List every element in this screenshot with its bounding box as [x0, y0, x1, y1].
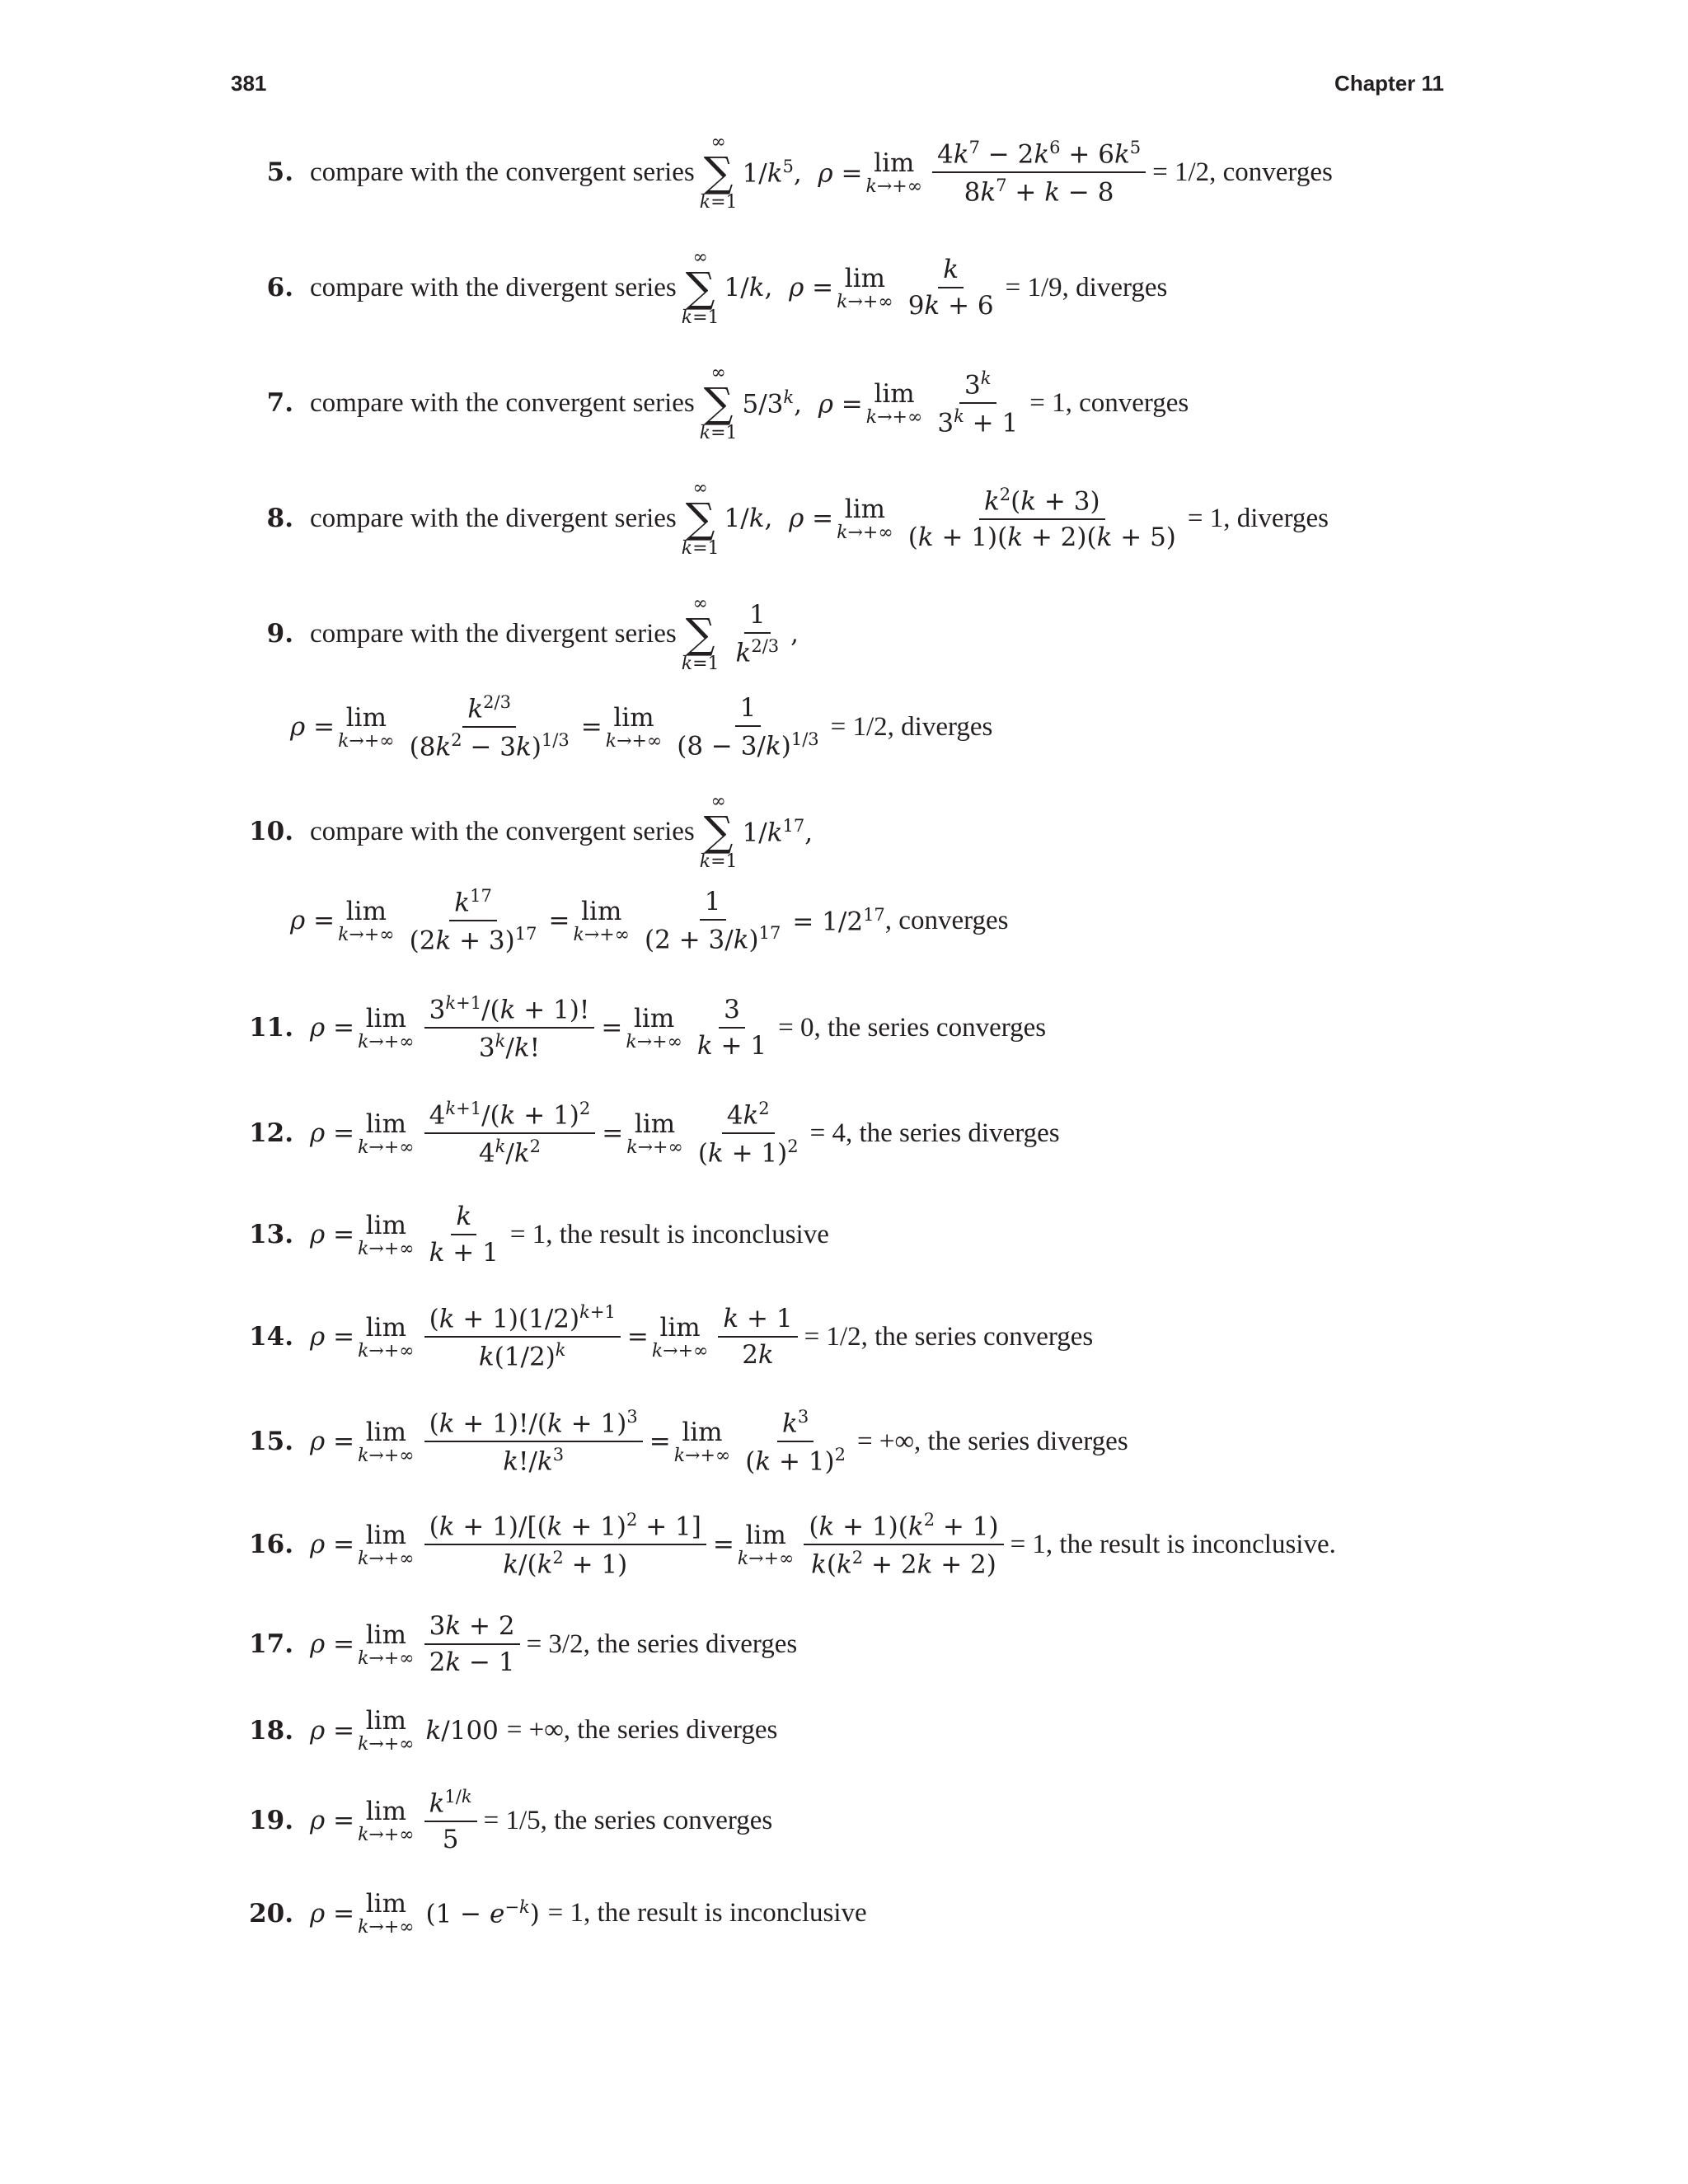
problem-text: compare with the convergent series [310, 816, 695, 846]
problem-5 [231, 132, 1333, 213]
problem-number: 15. [249, 1427, 293, 1457]
result-text: = +∞, the series diverges [506, 1715, 778, 1745]
result-text: = 1/5, the series converges [483, 1805, 773, 1835]
problem-15: 15. ρ = lim k→+∞ $\frac{(k + 1)!/(k + 1)^3}{k!/k^3}$ = lim k→+∞ $\frac{k^3}{(k + 1)^2}$ = +∞, the series diverges [231, 1407, 1128, 1477]
problem-text: compare with the divergent series [310, 272, 677, 302]
sum-symbol: ∞ ∑ k=1 [699, 132, 738, 213]
problem-number: 10. [249, 817, 293, 846]
problem-number: 9. [266, 619, 293, 649]
fraction: $\frac{k}{9k + 6}$ [907, 255, 994, 321]
limit-operator: lim k→+∞ [837, 263, 893, 312]
limit-operator: lim k→+∞ [358, 1312, 415, 1361]
problem-17: 17. ρ = lim k→+∞ $\frac{3k + 2}{2k - 1}$ = 3/2, the series diverges [231, 1611, 797, 1677]
sum-symbol: ∞ ∑ k=1 [681, 593, 720, 674]
limit-operator: lim k→+∞ [673, 1417, 731, 1466]
limit-operator: lim k→+∞ [573, 896, 631, 945]
fraction: $\frac{1}{(2 + 3/k)^{17}}$ [645, 887, 781, 955]
limit-operator: lim k→+∞ [358, 1520, 415, 1569]
sum-symbol: ∞ ∑ k=1 [699, 363, 738, 443]
problem-16: 16. ρ = lim k→+∞ $\frac{(k + 1)/[(k + 1)^2 + 1]}{k/(k^2 + 1)}$ = lim k→+∞ $\frac{(k + 1)(k^2 + 1)}{k(k^2 + 2k + 2)}$ = 1, the result is inconclusive. [231, 1510, 1336, 1580]
fraction: $\frac{3}{k + 1}$ [696, 995, 767, 1062]
problem-number: 16. [249, 1530, 293, 1560]
fraction: $\frac{3k + 2}{2k - 1}$ [424, 1611, 520, 1677]
problem-number: 8. [266, 504, 293, 533]
fraction: $\frac{k^2(k + 3)}{(k + 1)(k + 2)(k + 5)}$ [907, 484, 1176, 553]
limit-operator: lim k→+∞ [358, 1003, 415, 1052]
limit-operator: lim k→+∞ [651, 1312, 709, 1361]
limit-operator: lim k→+∞ [358, 1108, 415, 1158]
problem-14: 14. ρ = lim k→+∞ $\frac{(k + 1)(1/2)^{k+1}}{k(1/2)^k}$ = lim k→+∞ $\frac{k + 1}{2k}$ = 1/2, the series converges [231, 1302, 1093, 1372]
problem-6 [231, 247, 1167, 328]
problem-10 [231, 791, 813, 872]
problem-number: 7. [266, 388, 293, 418]
problem-number: 6. [266, 273, 293, 302]
result-text: , converges [884, 905, 1009, 935]
problem-number: 12. [249, 1118, 293, 1149]
result-text: = 1/2, converges [1152, 157, 1333, 187]
result-text: = +∞, the series diverges [857, 1426, 1128, 1456]
problem-11: 11. ρ = lim k→+∞ $\frac{3^{k+1}/(k + 1)!}{3^k/k!}$ = lim k→+∞ $\frac{3}{k + 1}$ = 0, the series converges [231, 993, 1046, 1063]
sum-symbol: ∞ ∑ k=1 [681, 247, 720, 328]
fraction: $\frac{k^{2/3}}{(8k^2 - 3k)^{1/3}}$ [409, 692, 570, 762]
fraction: $\frac{k + 1}{2k}$ [718, 1304, 797, 1370]
limit-operator: lim k→+∞ [865, 378, 923, 428]
problem-9-continued: ρ = lim k→+∞ $\frac{k^{2/3}}{(8k^2 - 3k)^{1/3}}$ = lim k→+∞ $\frac{1}{(8 - 3/k)^{1/3}}$ = 1/2, diverges [290, 692, 993, 762]
result-text: = 1/2, diverges [830, 711, 993, 742]
fraction: $\frac{k^3}{(k + 1)^2}$ [745, 1407, 846, 1477]
fraction: $\frac{3^k}{3^k + 1}$ [937, 368, 1019, 438]
chapter-title: Chapter 11 [1334, 71, 1444, 96]
problem-number: 13. [249, 1220, 293, 1249]
result-text: = 0, the series converges [778, 1012, 1047, 1043]
fraction: $\frac{1}{k^{2/3}}$ [735, 599, 780, 668]
limit-operator: lim k→+∞ [358, 1619, 415, 1669]
series-term: $1/k^5$, ρ = [742, 156, 863, 189]
problem-number: 19. [249, 1806, 293, 1836]
limit-operator: lim k→+∞ [605, 702, 663, 752]
problem-number: 11. [249, 1013, 293, 1043]
problem-number: 18. [249, 1715, 293, 1746]
series-term: 1/k, ρ = [724, 273, 834, 302]
problem-7 [231, 363, 1189, 443]
fraction: $\frac{k^{17}}{(2k + 3)^{17}}$ [409, 886, 537, 956]
problem-text: compare with the divergent series [310, 618, 677, 649]
problem-number: 14. [249, 1322, 293, 1352]
problem-text: compare with the divergent series [310, 503, 677, 533]
fraction: $\frac{3^{k+1}/(k + 1)!}{3^k/k!}$ [424, 993, 595, 1063]
fraction: $\frac{k^{1/k}}{5}$ [424, 1787, 477, 1854]
fraction: $\frac{(k + 1)!/(k + 1)^3}{k!/k^3}$ [424, 1407, 643, 1477]
fraction: $\frac{4^{k+1}/(k + 1)^2}{4^k/k^2}$ [424, 1099, 596, 1169]
problem-10-continued: ρ = lim k→+∞ $\frac{k^{17}}{(2k + 3)^{17}}$ = lim k→+∞ $\frac{1}{(2 + 3/k)^{17}}$ = $1/2^{17}$ , converges [290, 886, 1009, 956]
problem-number: 20. [249, 1898, 293, 1929]
problem-19: 19. ρ = lim k→+∞ $\frac{k^{1/k}}{5}$ = 1/5, the series converges [231, 1787, 772, 1854]
result-text: = 1, the result is inconclusive. [1010, 1529, 1336, 1559]
problem-number: 5. [266, 157, 293, 187]
sum-symbol: ∞ ∑ k=1 [699, 791, 738, 872]
result-text: = 3/2, the series diverges [526, 1629, 798, 1659]
problem-text: compare with the convergent series [310, 157, 695, 187]
limit-operator: lim k→+∞ [338, 896, 395, 945]
result-text: = 1, converges [1029, 387, 1189, 418]
problem-18: 18. ρ = lim k→+∞ k/100 = +∞, the series diverges [231, 1706, 777, 1755]
series-term: 5/3$^k$, ρ = [742, 387, 863, 419]
fraction: $\frac{4k^2}{(k + 1)^2}$ [697, 1099, 799, 1169]
result-text: = 1/9, diverges [1005, 272, 1168, 302]
limit-operator: lim k→+∞ [837, 494, 893, 543]
limit-operator: lim k→+∞ [626, 1108, 683, 1158]
result-text: = 1/2, the series converges [804, 1321, 1094, 1352]
result-text: = 1, the result is inconclusive [509, 1219, 829, 1249]
problem-8 [231, 478, 1329, 559]
fraction: $\frac{1}{(8 - 3/k)^{1/3}}$ [677, 693, 819, 762]
result-text: = 1, the result is inconclusive [547, 1898, 867, 1928]
problem-text: compare with the convergent series [310, 387, 695, 418]
sum-symbol: ∞ ∑ k=1 [681, 478, 720, 559]
limit-operator: lim k→+∞ [358, 1417, 415, 1466]
limit-operator: lim k→+∞ [358, 1210, 415, 1259]
limit-operator: lim k→+∞ [358, 1706, 415, 1755]
problem-12: 12. ρ = lim k→+∞ $\frac{4^{k+1}/(k + 1)^2}{4^k/k^2}$ = lim k→+∞ $\frac{4k^2}{(k + 1)^2}$ = 4, the series diverges [231, 1099, 1060, 1169]
problem-9: 9. compare with the divergent series ∞ ∑ k=1 $\frac{1}{k^{2/3}}$ , [231, 593, 799, 674]
series-term: 1/k, ρ = [724, 504, 834, 533]
limit-operator: lim k→+∞ [338, 702, 395, 752]
result-text: = 1, diverges [1187, 503, 1329, 533]
fraction: $\frac{k}{k + 1}$ [429, 1202, 499, 1268]
limit-operator: lim k→+∞ [865, 148, 923, 197]
fraction: $\frac{(k + 1)/[(k + 1)^2 + 1]}{k/(k^2 + 1)}$ [424, 1510, 706, 1580]
page-number: 381 [231, 71, 267, 96]
fraction: $\frac{(k + 1)(1/2)^{k+1}}{k(1/2)^k}$ [424, 1302, 621, 1372]
limit-operator: lim k→+∞ [626, 1003, 682, 1052]
limit-operator: lim k→+∞ [358, 1889, 415, 1938]
series-term: $1/k^{17}$, [742, 815, 814, 848]
limit-operator: lim k→+∞ [358, 1796, 415, 1845]
problem-13: 13. ρ = lim k→+∞ $\frac{k}{k + 1}$ = 1, the result is inconclusive [231, 1202, 829, 1268]
fraction: $\frac{(k + 1)(k^2 + 1)}{k(k^2 + 2k + 2)}$ [804, 1510, 1003, 1580]
fraction: $\frac{4k^7 - 2k^6 + 6k^5}{8k^7 + k - 8}$ [932, 138, 1146, 208]
limit-operator: lim k→+∞ [737, 1520, 795, 1569]
problem-20: 20. ρ = lim k→+∞ $(1 - e^{-k})$ = 1, the result is inconclusive [231, 1889, 867, 1938]
problem-number: 17. [249, 1629, 293, 1659]
result-text: = 4, the series diverges [809, 1118, 1060, 1148]
